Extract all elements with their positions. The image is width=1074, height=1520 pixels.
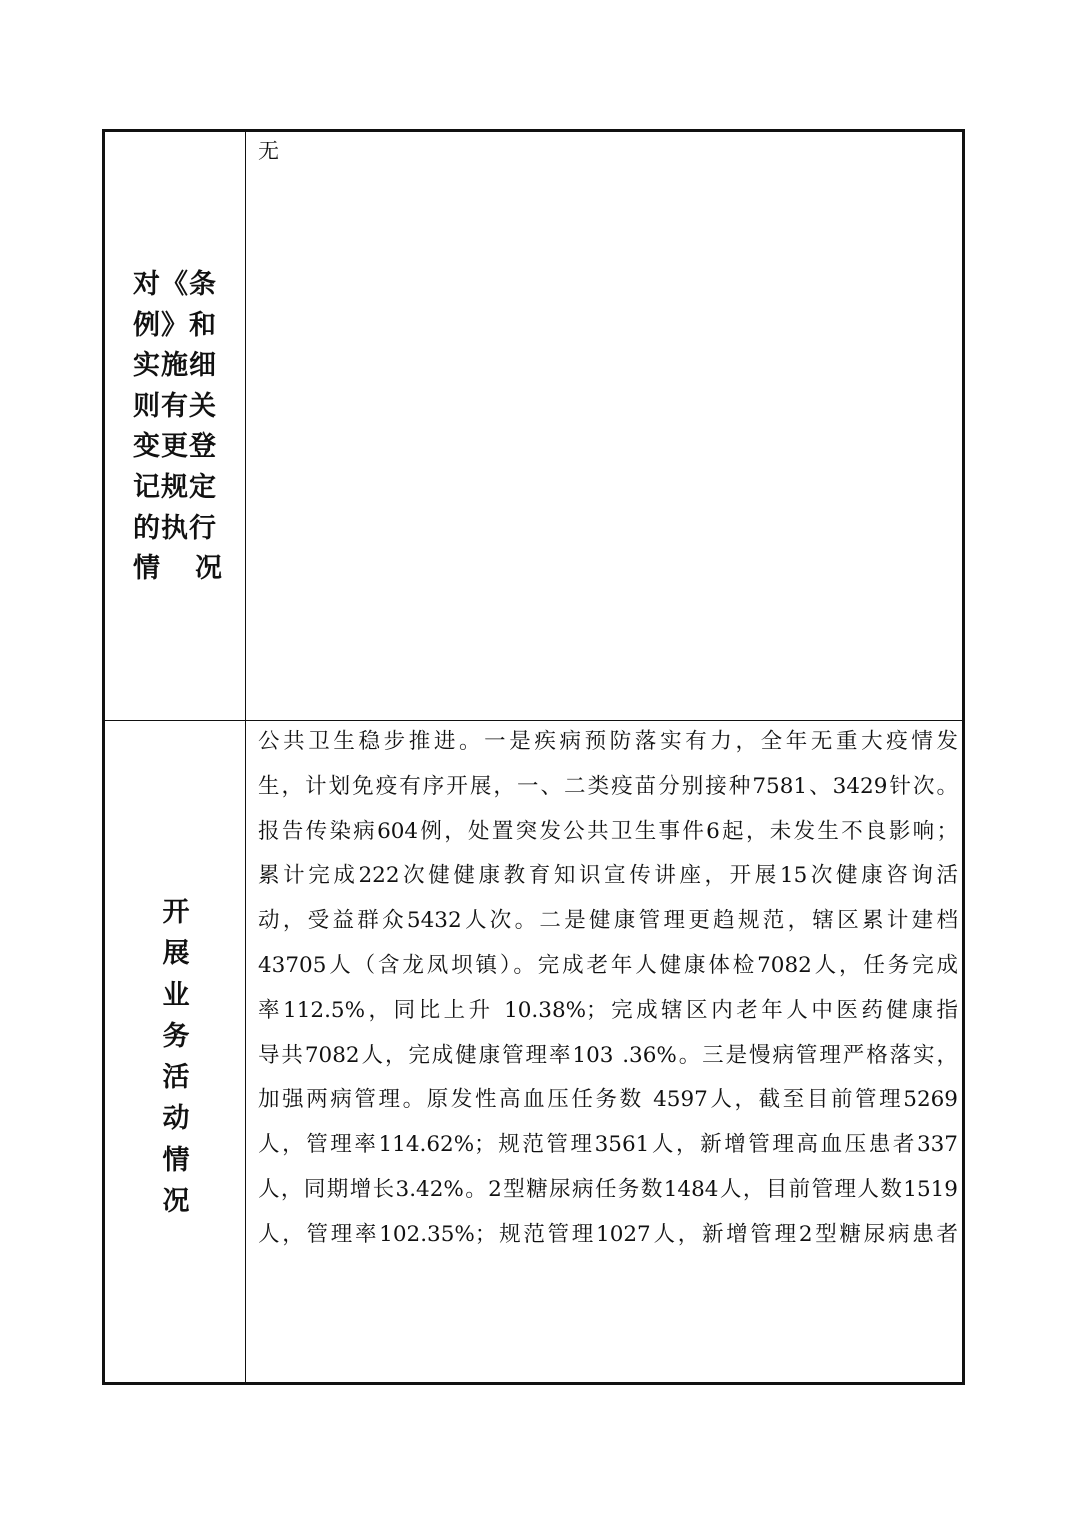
- content-text: [258, 720, 958, 1258]
- label-line: 实施细: [133, 350, 217, 382]
- table-row: [105, 132, 962, 721]
- label-line: 对《条: [133, 269, 217, 300]
- label-char: 展: [162, 938, 190, 970]
- label-char: 业: [162, 979, 190, 1011]
- content-line: 导共7082人，完成健康管理率103 .36%。三是慢病管理严格落实，: [258, 1042, 958, 1068]
- label-char: 况: [195, 553, 223, 585]
- row-content-cell: [246, 132, 962, 720]
- label-line: [133, 549, 223, 590]
- label-char: 况: [162, 1186, 190, 1218]
- label-char: 情: [133, 553, 161, 585]
- row-content-cell: [246, 720, 962, 1382]
- content-line: 报告传染病604例，处置突发公共卫生事件6起，未发生不良影响；: [258, 818, 958, 844]
- report-table: [102, 129, 965, 1385]
- content-line: 人，管理率102.35%；规范管理1027人，新增管理2型糖尿病患者: [258, 1221, 958, 1247]
- content-line: 公共卫生稳步推进。一是疾病预防落实有力，全年无重大疫情发: [258, 729, 958, 754]
- row-label: [161, 892, 191, 1222]
- label-line: 记规定: [133, 471, 217, 503]
- content-line: 人，同期增长3.42%。2型糖尿病任务数1484人，目前管理人数1519: [258, 1176, 958, 1202]
- content-line: 加强两病管理。原发性高血压任务数 4597人，截至目前管理5269: [258, 1087, 958, 1113]
- label-char: 开: [162, 897, 190, 928]
- row-label: [133, 265, 223, 590]
- table-row: [105, 720, 962, 1382]
- content-text: 无: [258, 139, 279, 163]
- label-line: 则有关: [133, 390, 217, 422]
- label-char: 情: [162, 1144, 190, 1176]
- label-char: 务: [162, 1020, 190, 1052]
- row-label-cell: [105, 720, 246, 1382]
- label-line: 的执行: [133, 512, 217, 544]
- label-line: 例》和: [133, 309, 217, 341]
- content-line: 生，计划免疫有序开展，一、二类疫苗分别接种7581、3429针次。: [258, 773, 958, 799]
- content-line: 43705人（含龙凤坝镇）。完成老年人健康体检7082人，任务完成: [258, 952, 958, 978]
- content-line: 人，管理率114.62%；规范管理3561人，新增管理高血压患者337: [258, 1132, 958, 1158]
- row-label-cell: [105, 132, 246, 720]
- label-char: 活: [162, 1062, 190, 1094]
- content-line: 累计完成222次健健康教育知识宣传讲座，开展15次健康咨询活: [258, 863, 958, 889]
- label-char: 动: [162, 1103, 190, 1135]
- content-line: 动，受益群众5432人次。二是健康管理更趋规范，辖区累计建档: [258, 908, 958, 934]
- content-line: 率112.5%，同比上升 10.38%；完成辖区内老年人中医药健康指: [258, 997, 958, 1023]
- label-line: 变更登: [133, 431, 217, 463]
